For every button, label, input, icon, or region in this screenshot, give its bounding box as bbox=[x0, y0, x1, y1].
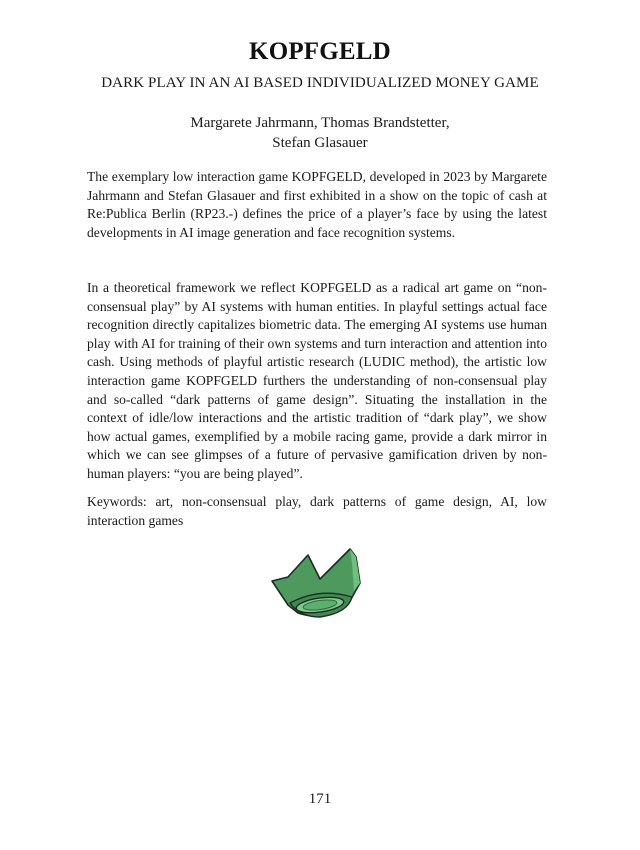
abstract-paragraph-1: The exemplary low interaction game KOPFGELD, developed in 2023 by Margarete Jahrmann and Stefan Glasauer and first exhibited in a show on the topic of cash at Re:Publica Berlin (RP23.-) defines the price of a player’s face by using the latest developments in AI image generation and face recognition systems. bbox=[87, 169, 547, 240]
page-number: 171 bbox=[308, 791, 332, 807]
keywords-paragraph: Keywords: art, non-consensual play, dark patterns of game design, AI, low interaction games bbox=[87, 494, 547, 528]
green-crown-icon bbox=[268, 543, 366, 627]
abstract-paragraph-2: In a theoretical framework we reflect KOPFGELD as a radical art game on “non-consensual play” by AI systems with human entities. In playful settings actual face recognition directly capitalizes biometric data. The emerging AI systems use human play with AI for training of their own systems and turn interaction and attention into cash. Using methods of playful artistic research (LUDIC method), the artistic low interaction game KOPFGELD furthers the understanding of non-consensual play and so-called “dark patterns of game design”. Situating the installation in the context of idle/low interactions and the artistic tradition of “dark play”, we show how actual games, exemplified by a mobile racing game, provide a dark mirror in which we can see glimpses of a future of pervasive gamification driven by non-human players: “you are being played”. bbox=[87, 280, 547, 481]
author-list bbox=[0, 113, 640, 153]
paper-title: KOPFGELD bbox=[249, 38, 391, 65]
author-line-2: Stefan Glasauer bbox=[272, 135, 368, 151]
paper-subtitle: DARK PLAY IN AN AI BASED INDIVIDUALIZED MONEY GAME bbox=[101, 75, 539, 91]
author-line-1: Margarete Jahrmann, Thomas Brandstetter, bbox=[190, 115, 450, 131]
